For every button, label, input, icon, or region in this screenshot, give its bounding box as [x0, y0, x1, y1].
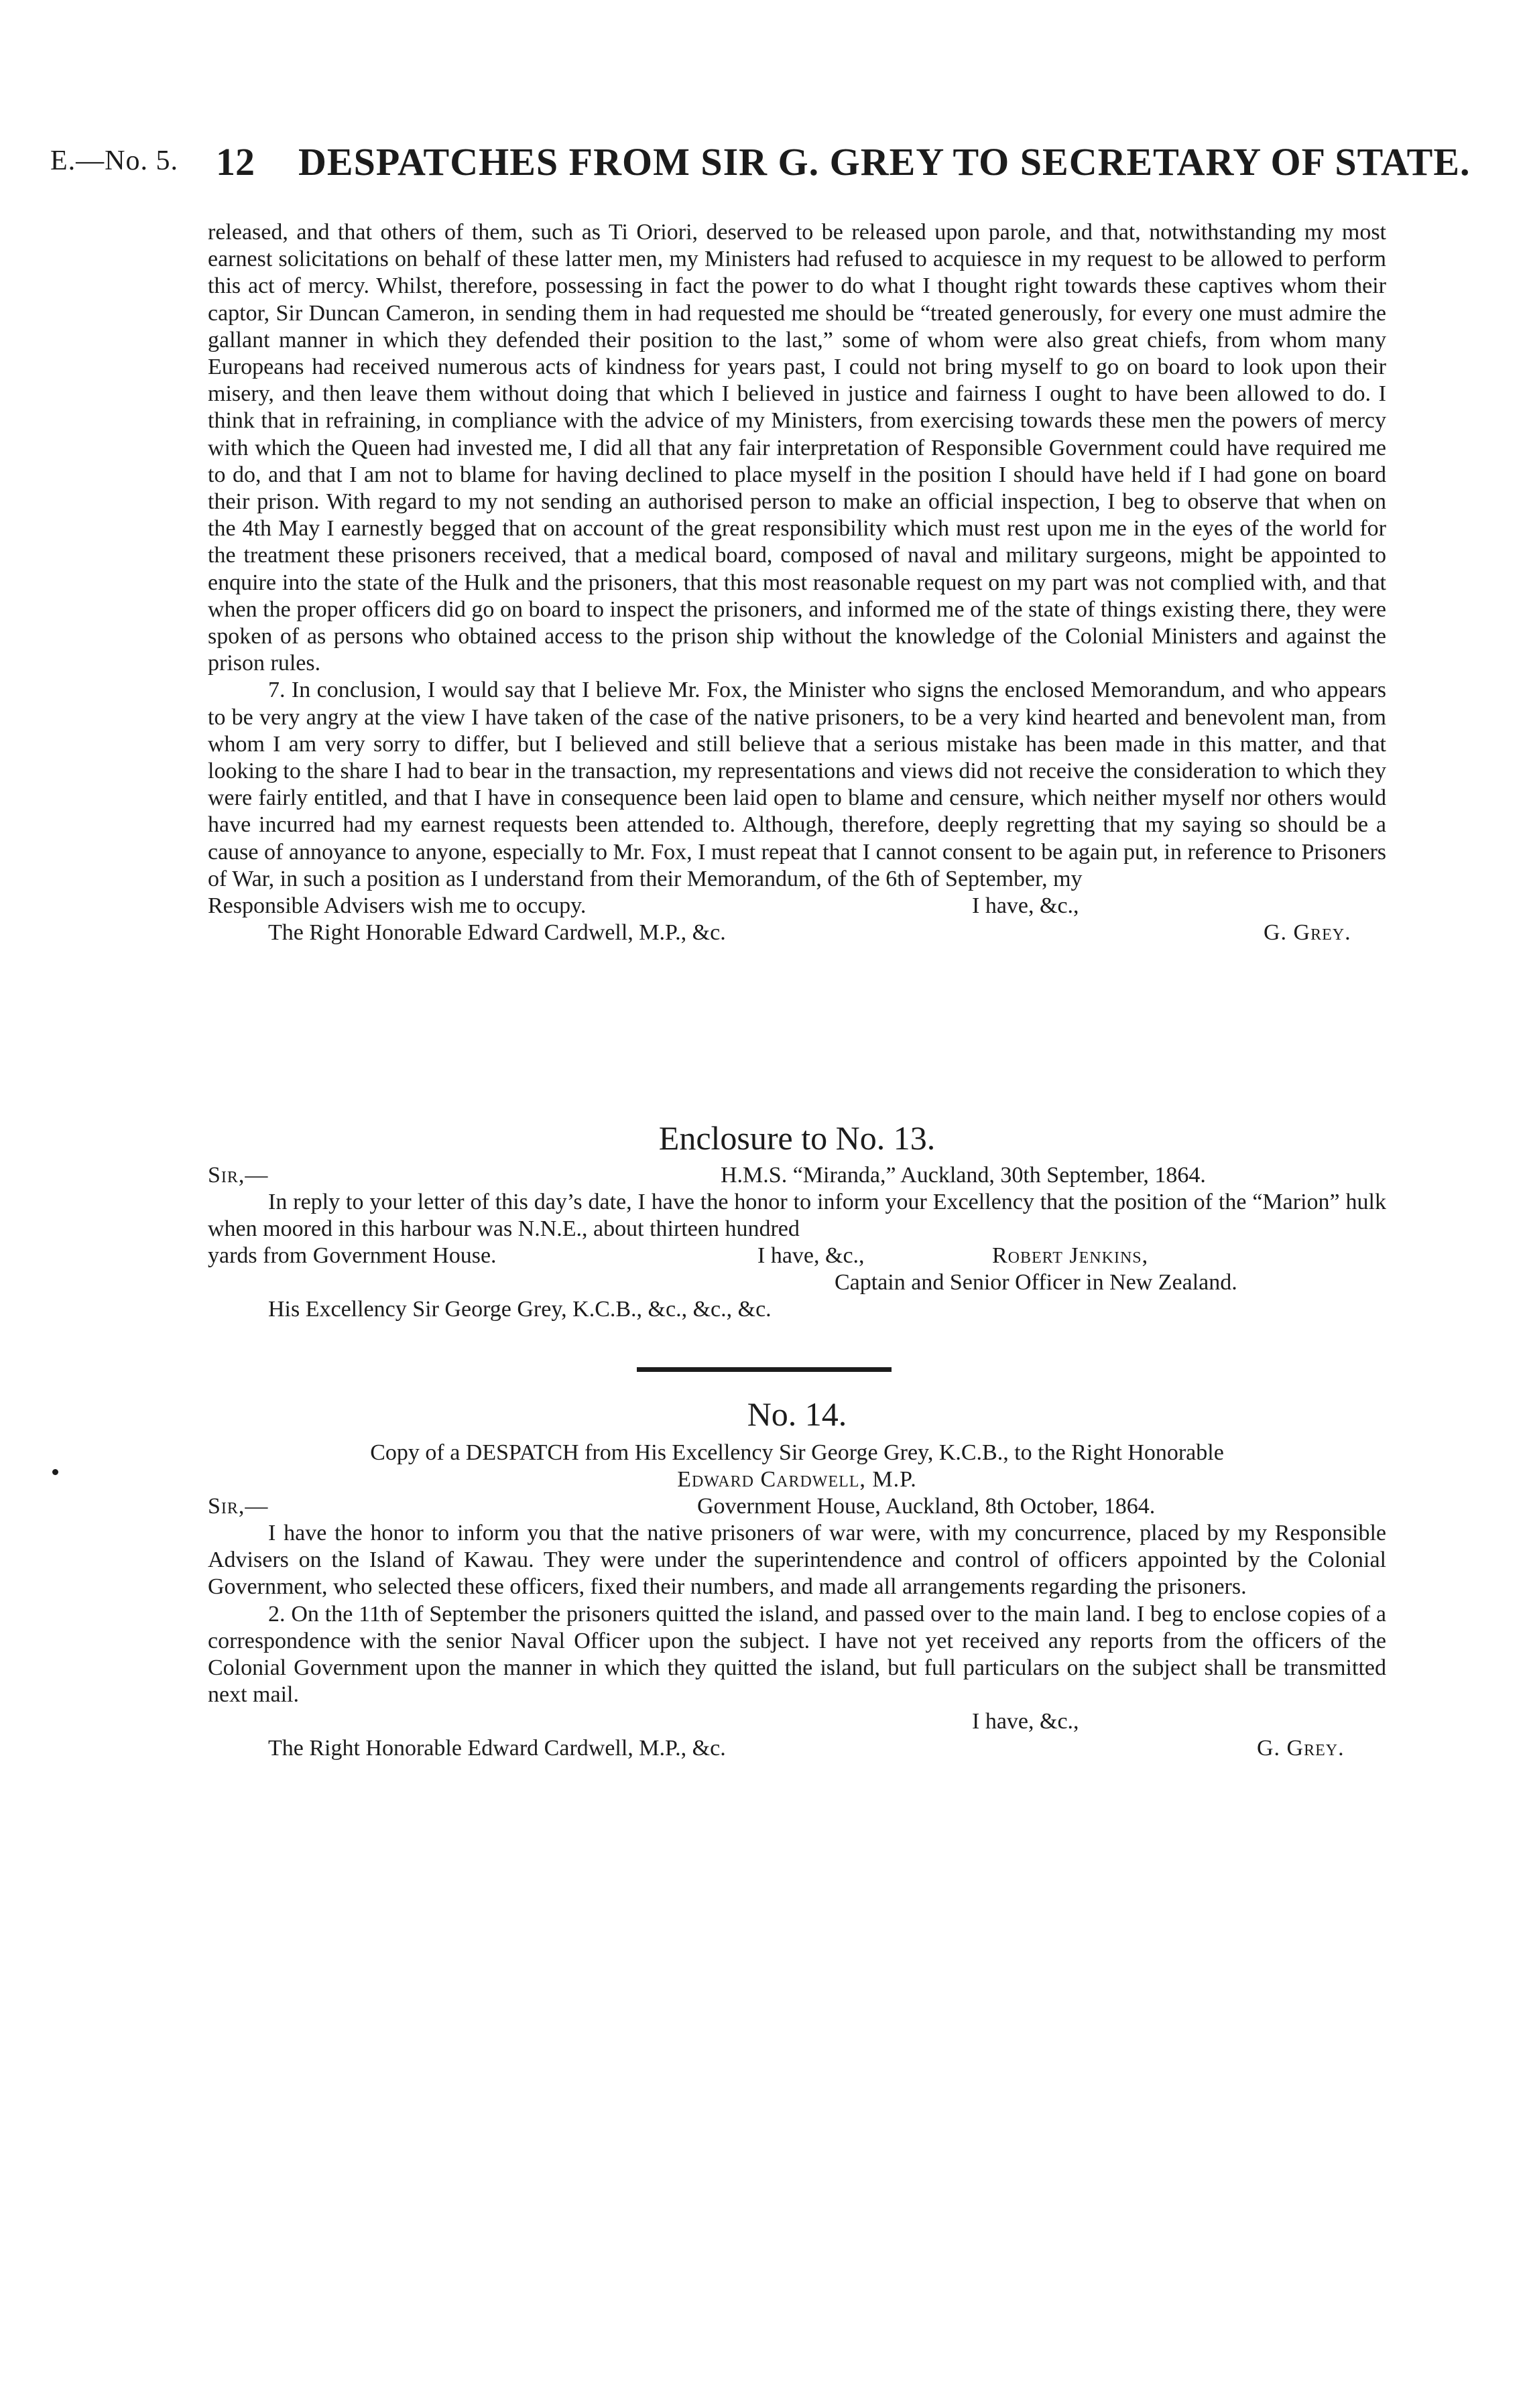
- paragraph-7: 7. In conclusion, I would say that I believe Mr. Fox, the Minister who signs the enclosed Memorandum, and who appears to be very angry at the view I have taken of the case of the native prisoners, to be a very kind hearted and benevolent man, from whom I am very sorry to differ, but I believed and still believe that a serious mistake has been made in this matter, and that looking to the share I had to bear in the transaction, my representations and views did not receive the consideration to which they were fairly entitled, and that I have in consequence been laid open to blame and censure, which neither myself nor others would have incurred had my earnest requests been attended to. Although, therefore, deeply regretting that my saying so should be a cause of annoyance to anyone, especially to Mr. Fox, I must repeat that I cannot consent to be again put, in reference to Prisoners of War, in such a position as I understand from their Memorandum, of the 6th of September, my: [208, 678, 1386, 891]
- salutation: Sir,—: [208, 1494, 269, 1519]
- page-header: [0, 139, 1529, 193]
- enclosure-body-last-line: yards from Government House.: [208, 1243, 497, 1269]
- despatch-continuation: [208, 219, 1386, 946]
- addressee: The Right Honorable Edward Cardwell, M.P., &c.: [268, 1736, 726, 1761]
- closing-formula: I have, &c.,: [972, 893, 1079, 919]
- document-reference: E.—No. 5.: [50, 145, 178, 176]
- enclosure-closing-row: [208, 1243, 1386, 1269]
- enclosure-addressee-row: [208, 1296, 1386, 1323]
- closing-formula: I have, &c.,: [757, 1243, 865, 1269]
- signer-title-row: [208, 1269, 1386, 1296]
- section-divider: [637, 1367, 892, 1372]
- margin-mark: [52, 1469, 58, 1475]
- closing-row: [208, 893, 1386, 920]
- paragraph-continued: released, and that others of them, such as Ti Oriori, deserved to be released upon parole, and that, notwithstanding my most earnest solicitations on behalf of these latter men, my Ministers had refused to acquiesce in my request to be allowed to perform this act of mercy. Whilst, therefore, possessing in fact the power to do what I thought right towards these captives whom their captor, Sir Duncan Cameron, in sending them in had requested me should be “treated generously, for every one must admire the gallant manner in which they defended their position to the last,” some of whom were also great chiefs, from whom many Europeans had received numerous acts of kindness for years past, I could not bring myself to go on board to look upon their misery, and then leave them without doing that which I believed in justice and fairness I ought to have been allowed to do. I think that in refraining, in compliance with the advice of my Ministers, from exercising towards these men the powers of mercy with which the Queen had invested me, I did all that any fair interpretation of Responsible Government could have required me to do, and that I am not to blame for having declined to place myself in the position I should have held if I had gone on board their prison. With regard to my not sending an authorised person to make an official inspection, I beg to observe that when on the 4th May I earnestly begged that on account of the great responsibility which must rest upon me in the eyes of the world for the treatment these prisoners received, that a medical board, composed of naval and military surgeons, might be appointed to enquire into the state of the Hulk and the prisoners, that this most reasonable request on my part was not complied with, and that when the proper officers did go on board to inspect the prisoners, and informed me of the state of things existing there, they were spoken of as persons who obtained access to the prison ship without the knowledge of the Colonial Ministers and against the prison rules.: [208, 220, 1386, 676]
- despatch-heading: No. 14.: [747, 1395, 847, 1433]
- signature: G. Grey.: [1257, 1736, 1345, 1761]
- enclosure-body: In reply to your letter of this day’s date, I have the honor to inform your Excellency that the position of the “Marion” hulk when moored in this harbour was N.N.E., about thirteen hundred: [208, 1190, 1386, 1242]
- despatch-paragraph-1: I have the honor to inform you that the native prisoners of war were, with my concurrence, placed by my Responsible Advisers on the Island of Kawau. They were under the superintendence and control of officers appointed by the Colonial Government, who selected these officers, fixed their numbers, and made all arrangements regarding the prisoners.: [208, 1521, 1386, 1600]
- signer-name: Robert Jenkins,: [992, 1243, 1149, 1269]
- paragraph-7-last-line: Responsible Advisers wish me to occupy.: [208, 893, 587, 919]
- despatch-paragraph-2: 2. On the 11th of September the prisoners quitted the island, and passed over to the main land. I beg to enclose copies of a correspondence with the senior Naval Officer upon the subject. I have not yet received any reports from the officers of the Colonial Government upon the manner in which they quitted the island, but full particulars on the subject shall be transmitted next mail.: [208, 1601, 1386, 1708]
- despatch-closing-row: [208, 1708, 1386, 1735]
- enclosure-section: [208, 1118, 1386, 1323]
- salutation: Sir,—: [208, 1163, 269, 1188]
- running-title: DESPATCHES FROM SIR G. GREY TO SECRETARY OF STATE.: [298, 140, 1471, 184]
- despatch-14-section: [208, 1394, 1386, 1762]
- enclosure-salutation-row: [208, 1162, 1386, 1189]
- despatch-addressee-row: [208, 1735, 1386, 1762]
- addressee-row: [208, 920, 1386, 946]
- enclosure-heading: Enclosure to No. 13.: [658, 1119, 936, 1157]
- addressee: The Right Honorable Edward Cardwell, M.P., &c.: [268, 920, 726, 946]
- despatch-salutation-row: [208, 1493, 1386, 1520]
- page-number: 12: [216, 140, 255, 184]
- signer-title: Captain and Senior Officer in New Zealand.: [835, 1270, 1237, 1295]
- despatch-intro-line-2: Edward Cardwell, M.P.: [677, 1467, 917, 1492]
- closing-formula: I have, &c.,: [972, 1709, 1079, 1734]
- addressee: His Excellency Sir George Grey, K.C.B., &c., &c., &c.: [268, 1297, 772, 1322]
- place-date: Government House, Auckland, 8th October, 1864.: [697, 1494, 1156, 1519]
- place-date: H.M.S. “Miranda,” Auckland, 30th September, 1864.: [721, 1163, 1206, 1188]
- despatch-intro-line-1: Copy of a DESPATCH from His Excellency Sir George Grey, K.C.B., to the Right Honorable: [370, 1440, 1224, 1465]
- signature: G. Grey.: [1264, 920, 1351, 946]
